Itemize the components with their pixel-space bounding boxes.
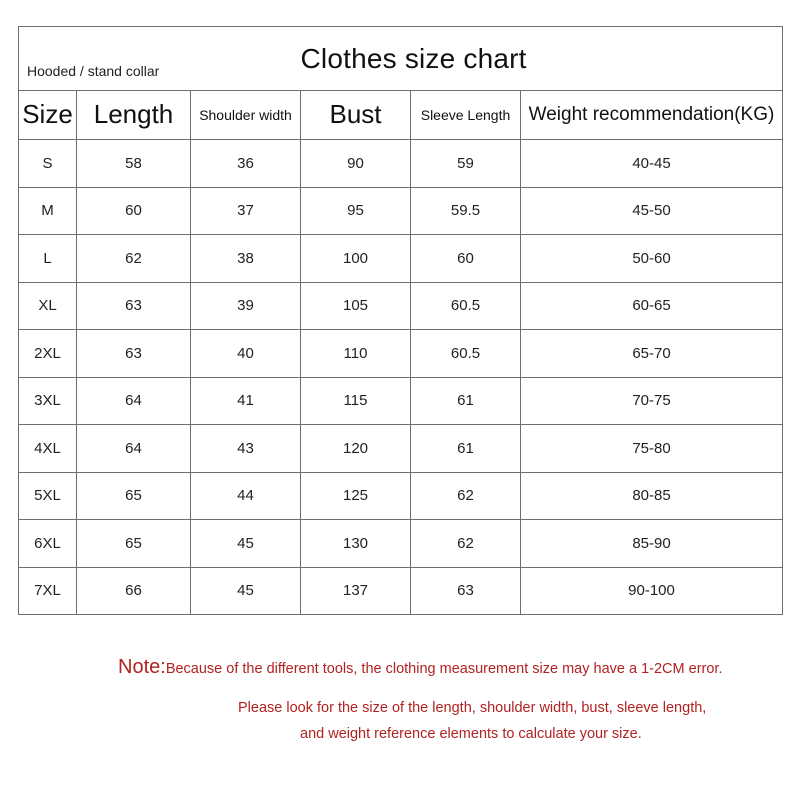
cell-bust: 95 <box>301 187 411 235</box>
cell-size: S <box>19 140 77 188</box>
cell-sleeve: 59 <box>411 140 521 188</box>
cell-bust: 130 <box>301 520 411 568</box>
cell-shoulder: 36 <box>191 140 301 188</box>
cell-weight: 65-70 <box>521 330 783 378</box>
cell-bust: 100 <box>301 235 411 283</box>
table-row <box>19 567 783 615</box>
table-row <box>19 282 783 330</box>
cell-sleeve: 62 <box>411 520 521 568</box>
note-line-2: Please look for the size of the length, shoulder width, bust, sleeve length, <box>238 700 707 716</box>
cell-length: 62 <box>77 235 191 283</box>
cell-size: 5XL <box>19 472 77 520</box>
cell-shoulder: 39 <box>191 282 301 330</box>
cell-length: 63 <box>77 330 191 378</box>
cell-length: 64 <box>77 425 191 473</box>
header-weight-recommendation: Weight recommendation(KG) <box>521 91 783 140</box>
cell-bust: 90 <box>301 140 411 188</box>
subtitle: Hooded / stand collar <box>19 27 301 91</box>
cell-sleeve: 62 <box>411 472 521 520</box>
cell-size: 7XL <box>19 567 77 615</box>
cell-length: 58 <box>77 140 191 188</box>
cell-sleeve: 61 <box>411 425 521 473</box>
cell-size: XL <box>19 282 77 330</box>
cell-length: 60 <box>77 187 191 235</box>
cell-size: 4XL <box>19 425 77 473</box>
cell-shoulder: 43 <box>191 425 301 473</box>
cell-length: 66 <box>77 567 191 615</box>
cell-shoulder: 44 <box>191 472 301 520</box>
cell-sleeve: 60 <box>411 235 521 283</box>
cell-weight: 40-45 <box>521 140 783 188</box>
header-length: Length <box>77 91 191 140</box>
cell-weight: 80-85 <box>521 472 783 520</box>
cell-size: L <box>19 235 77 283</box>
cell-shoulder: 45 <box>191 567 301 615</box>
chart-title: Clothes size chart <box>301 27 783 91</box>
cell-size: 6XL <box>19 520 77 568</box>
cell-length: 64 <box>77 377 191 425</box>
cell-sleeve: 60.5 <box>411 282 521 330</box>
table-row <box>19 472 783 520</box>
cell-length: 65 <box>77 472 191 520</box>
header-bust: Bust <box>301 91 411 140</box>
cell-shoulder: 38 <box>191 235 301 283</box>
cell-sleeve: 63 <box>411 567 521 615</box>
header-sleeve-length: Sleeve Length <box>411 91 521 140</box>
cell-weight: 45-50 <box>521 187 783 235</box>
cell-weight: 90-100 <box>521 567 783 615</box>
cell-sleeve: 61 <box>411 377 521 425</box>
cell-bust: 125 <box>301 472 411 520</box>
cell-size: M <box>19 187 77 235</box>
cell-sleeve: 60.5 <box>411 330 521 378</box>
header-size: Size <box>19 91 77 140</box>
cell-weight: 75-80 <box>521 425 783 473</box>
cell-bust: 137 <box>301 567 411 615</box>
cell-sleeve: 59.5 <box>411 187 521 235</box>
header-shoulder-width: Shoulder width <box>191 91 301 140</box>
cell-shoulder: 41 <box>191 377 301 425</box>
cell-bust: 120 <box>301 425 411 473</box>
cell-shoulder: 45 <box>191 520 301 568</box>
cell-shoulder: 40 <box>191 330 301 378</box>
cell-weight: 70-75 <box>521 377 783 425</box>
cell-length: 65 <box>77 520 191 568</box>
cell-size: 2XL <box>19 330 77 378</box>
note-text-1: Because of the different tools, the clothing measurement size may have a 1-2CM error. <box>165 661 723 677</box>
size-chart-table <box>18 26 783 615</box>
cell-bust: 115 <box>301 377 411 425</box>
table-row <box>19 377 783 425</box>
table-row <box>19 425 783 473</box>
cell-size: 3XL <box>19 377 77 425</box>
cell-weight: 50-60 <box>521 235 783 283</box>
cell-weight: 85-90 <box>521 520 783 568</box>
cell-shoulder: 37 <box>191 187 301 235</box>
note-line-1 <box>118 656 800 679</box>
note-prefix: Note: <box>118 656 166 678</box>
cell-bust: 110 <box>301 330 411 378</box>
cell-weight: 60-65 <box>521 282 783 330</box>
table-row <box>19 187 783 235</box>
table-row <box>19 235 783 283</box>
cell-length: 63 <box>77 282 191 330</box>
table-row <box>19 520 783 568</box>
note-line-3: and weight reference elements to calculate your size. <box>300 726 642 742</box>
table-row <box>19 140 783 188</box>
header-row <box>19 91 783 140</box>
cell-bust: 105 <box>301 282 411 330</box>
title-row <box>19 27 783 91</box>
table-row <box>19 330 783 378</box>
